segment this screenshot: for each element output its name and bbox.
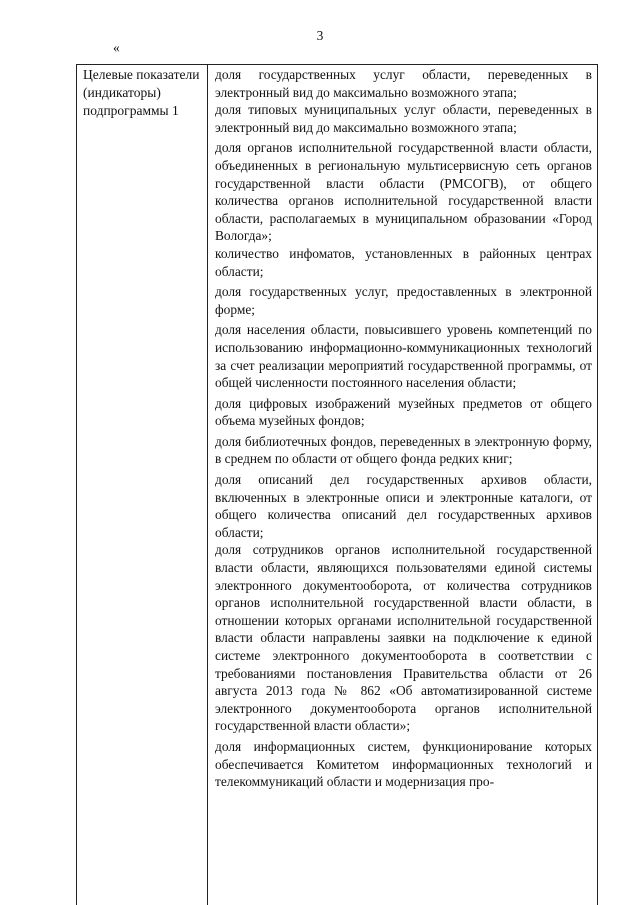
indicator-item: доля типовых муниципальных услуг области, переведенных в электронный вид до максимально возможного этапа; [215, 102, 592, 135]
indicator-item: доля библиотечных фондов, переведенных в электронную форму, в среднем по области от общего фонда редких книг; [215, 433, 592, 467]
indicator-item: доля сотрудников органов исполнительной государственной власти области, являющихся пользователями единой системы электронного документооборота, от количества сотрудников органов исполнительной государственной власти области, в отношении которых органами исполнительной государственной власти области направлены заявки на подключение к единой системе электронного документооборота в соответствии с требованиями постановления Правительства области от 26 августа 2013 года № 862 «Об автоматизированной системе электронного документооборота органов исполнительной государственной власти области»; [215, 542, 592, 734]
indicators-header-cell [77, 65, 208, 905]
indicator-item: доля органов исполнительной государственной власти области, объединенных в региональную мультисервисную сеть органов государственной власти области (РМСОГВ), от общего количества органов исполнительной государственной власти области, располагаемых в муниципальном образовании «Город Вологда»; [215, 140, 592, 244]
opening-quote-mark: « [113, 40, 120, 55]
indicator-item: доля информационных систем, функционирование которых обеспечивается Комитетом информационных технологий и телекоммуникаций области и модернизация про- [215, 738, 592, 790]
indicators-header-label: Целевые показатели (индикаторы) подпрограммы 1 [83, 67, 200, 118]
program-passport-table [76, 64, 598, 905]
table-row [77, 65, 598, 905]
indicators-list-cell [208, 65, 598, 905]
indicator-item: доля цифровых изображений музейных предметов от общего объема музейных фондов; [215, 395, 592, 429]
indicator-item: доля населения области, повысившего уровень компетенций по использованию информационно-коммуникационных технологий за счет реализации мероприятий государственной программы, от общей численности постоянного населения области; [215, 322, 592, 391]
indicator-item: доля описаний дел государственных архивов области, включенных в электронные описи и электронные каталоги, от общего количества описаний дел государственных архивов области; [215, 472, 592, 540]
indicator-item: доля государственных услуг области, переведенных в электронный вид до максимально возможного этапа; [215, 67, 592, 100]
page-number: 3 [316, 28, 324, 43]
indicator-item: доля государственных услуг, предоставленных в электронной форме; [215, 284, 592, 317]
indicator-item: количество инфоматов, установленных в районных центрах области; [215, 245, 592, 279]
